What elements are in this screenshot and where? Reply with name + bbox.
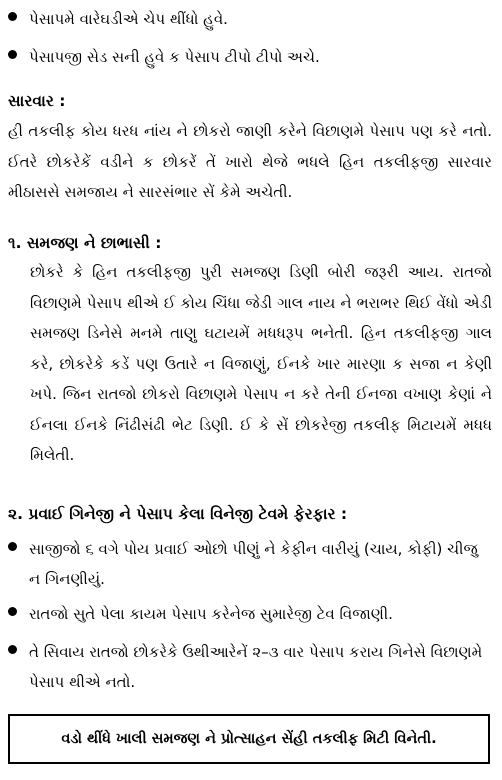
bullet-icon	[8, 12, 17, 21]
summary-note-text: વડો થીંધે ખાલી સમજણ ને પ્રોત્સાહન સેંહી તકલીફ મિટી વિનેતી.	[61, 731, 437, 747]
bullet-text: રાતજો સુતે પેલા કાયમ પેસાપ કરેનેજ સુમારેજી ટેવ વિજાણી.	[29, 605, 393, 623]
bullet-icon	[8, 542, 17, 551]
bullet-text: સાજીજો ૬ વગે પોય પ્રવાઈ ઓછો પીણું ને કેફીન વારીયું (ચાય, કોફી) ચીજુ ન ગિનણીયું.	[29, 540, 478, 588]
list-item	[8, 637, 492, 697]
bullet-icon	[8, 50, 17, 59]
bullet-icon	[8, 607, 17, 616]
section-1-heading: ૧. સમજણ ને છાભાસી :	[8, 234, 162, 252]
treatment-paragraph: હી તકલીફ કોય ધરધ નાંય ને છોકરો જાણી કરેને વિછાણમે પેસાપ પણ કરે નતો. ઈતરે છોકરેકેં વડીને ક છોકરેં તેં ખારો થેજે ભધલે હિન તકલીફજી સારવાર મીઠાસસે સમજાય ને સારસંભાર સેં કેમે અચેતી.	[8, 122, 492, 201]
list-item	[8, 4, 492, 34]
bullet-text: તે સિવાય રાતજો છોકરેકે ઉથીઆરેનેં ૨–૩ વાર પેસાપ કરાય ગિનેસે વિછાણમે પેસાપ થીએ નતો.	[29, 643, 483, 691]
summary-note-box	[8, 714, 490, 764]
bullet-text: પેસાપજી સેડ સની હુવે ક પેસાપ ટીપો ટીપો અચે.	[29, 48, 320, 66]
bullet-text: પેસાપમે વારેઘડીએ ચેપ થીંધો હુવે.	[29, 10, 228, 28]
bullet-icon	[8, 645, 17, 654]
section-2-heading: ૨. પ્રવાઈ ગિનેજી ને પેસાપ કેલા વિનેજી ટેવમે ફેરફાર :	[8, 505, 348, 523]
list-item	[8, 599, 492, 629]
section-1-paragraph: છોકરે કે હિન તકલીફજી પુરી સમજણ ડિણી બોરી જરૂરી આય. રાતજો વિછાણમે પેસાપ થીએ ઈ કોય ચિંધા જેડી ગાલ નાય ને ભરાભર થિઈ વેંધો એડી સમજણ ડિનેસે મનમે તાણુ ઘટાયમેં મધધરૂપ ભનેતી. હિન તકલીફજી ગાલ કરે, છોકરેકે કડેં પણ ઉતારે ન વિજાણું, ઈનકે ખાર મારણા ક સજા ન કેણી ખપે. જિન રાતજો છોકરો વિછાણમે પેસાપ ન કરે તેની ઈનજા વખાણ કેણાં ને ઈનલા ઈનકે નિંઢીસંઢી ભેટ ડિણી. ઈ કે સેં છોકરેજી તકલીફ મિટાયમેં મધધ મિલેતી.	[30, 263, 492, 464]
treatment-heading: સારવાર :	[8, 92, 66, 110]
list-item	[8, 534, 492, 594]
list-item	[8, 42, 492, 72]
